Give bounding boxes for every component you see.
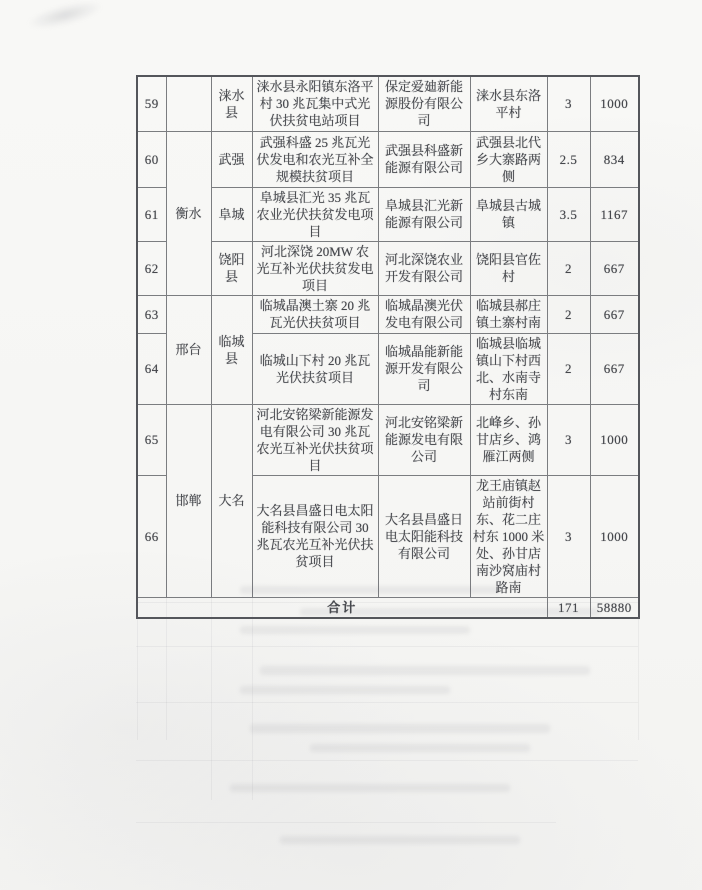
seq-cell: 62 [137, 241, 166, 295]
seq-cell: 66 [137, 475, 166, 597]
capacity-cell: 3 [547, 475, 590, 597]
seq-cell: 59 [137, 76, 166, 131]
company-cell: 武强县科盛新能源有限公司 [378, 131, 470, 187]
company-cell: 大名县昌盛日电太阳能科技有限公司 [378, 475, 470, 597]
company-cell: 临城晶能新能源开发有限公司 [378, 333, 470, 404]
table-row [137, 404, 639, 475]
seq-cell: 61 [137, 187, 166, 241]
table-row [137, 241, 639, 295]
total-households-cell: 58880 [590, 597, 639, 618]
county-cell: 饶阳县 [211, 241, 252, 295]
city-cell: 邯郸 [166, 404, 211, 597]
households-cell: 667 [590, 241, 639, 295]
capacity-cell: 2 [547, 333, 590, 404]
project-table [136, 75, 640, 619]
table-row [137, 131, 639, 187]
location-cell: 武强县北代乡大寨路两侧 [470, 131, 547, 187]
county-cell: 临城县 [211, 295, 252, 404]
scan-smudge-artifact [25, 0, 106, 34]
project-cell: 临城晶澳土寨 20 兆瓦光伏扶贫项目 [252, 295, 378, 333]
company-cell: 保定爱廸新能源股份有限公司 [378, 76, 470, 131]
county-cell: 阜城 [211, 187, 252, 241]
project-cell: 大名县昌盛日电太阳能科技有限公司 30 兆瓦农光互补光伏扶贫项目 [252, 475, 378, 597]
project-cell: 河北深饶 20MW 农光互补光伏扶贫发电项目 [252, 241, 378, 295]
location-cell: 临城县临城镇山下村西北、水南寺村东南 [470, 333, 547, 404]
capacity-cell: 3.5 [547, 187, 590, 241]
location-cell: 北峰乡、孙甘店乡、鸿雁江两侧 [470, 404, 547, 475]
capacity-cell: 3 [547, 76, 590, 131]
seq-cell: 63 [137, 295, 166, 333]
city-cell [166, 76, 211, 131]
table-row [137, 187, 639, 241]
summary-row [137, 597, 639, 618]
capacity-cell: 2.5 [547, 131, 590, 187]
location-cell: 临城县郝庄镇土寨村南 [470, 295, 547, 333]
city-cell: 衡水 [166, 131, 211, 295]
project-cell: 武强科盛 25 兆瓦光伏发电和农光互补全规模扶贫项目 [252, 131, 378, 187]
capacity-cell: 2 [547, 295, 590, 333]
city-cell: 邢台 [166, 295, 211, 404]
households-cell: 1000 [590, 404, 639, 475]
households-cell: 834 [590, 131, 639, 187]
company-cell: 临城晶澳光伏发电有限公司 [378, 295, 470, 333]
total-label-cell: 合计 [137, 597, 547, 618]
project-cell: 河北安铭梁新能源发电有限公司 30 兆瓦农光互补光伏扶贫项目 [252, 404, 378, 475]
project-cell: 阜城县汇光 35 兆瓦农业光伏扶贫发电项目 [252, 187, 378, 241]
households-cell: 1000 [590, 76, 639, 131]
project-cell: 涞水县永阳镇东洛平村 30 兆瓦集中式光伏扶贫电站项目 [252, 76, 378, 131]
households-cell: 1000 [590, 475, 639, 597]
capacity-cell: 3 [547, 404, 590, 475]
capacity-cell: 2 [547, 241, 590, 295]
seq-cell: 65 [137, 404, 166, 475]
total-capacity-cell: 171 [547, 597, 590, 618]
table-row [137, 295, 639, 333]
location-cell: 饶阳县官佐村 [470, 241, 547, 295]
households-cell: 667 [590, 333, 639, 404]
bleed-through-artifact [0, 574, 702, 890]
county-cell: 大名 [211, 404, 252, 597]
location-cell: 涞水县东洛平村 [470, 76, 547, 131]
county-cell: 涞水县 [211, 76, 252, 131]
company-cell: 阜城县汇光新能源有限公司 [378, 187, 470, 241]
table-row [137, 76, 639, 131]
location-cell: 龙王庙镇赵站前街村东、花二庄村东 1000 米处、孙甘店南沙窝庙村路南 [470, 475, 547, 597]
project-cell: 临城山下村 20 兆瓦光伏扶贫项目 [252, 333, 378, 404]
county-cell: 武强 [211, 131, 252, 187]
seq-cell: 64 [137, 333, 166, 404]
location-cell: 阜城县古城镇 [470, 187, 547, 241]
households-cell: 1167 [590, 187, 639, 241]
company-cell: 河北深饶农业开发有限公司 [378, 241, 470, 295]
company-cell: 河北安铭梁新能源发电有限公司 [378, 404, 470, 475]
seq-cell: 60 [137, 131, 166, 187]
households-cell: 667 [590, 295, 639, 333]
